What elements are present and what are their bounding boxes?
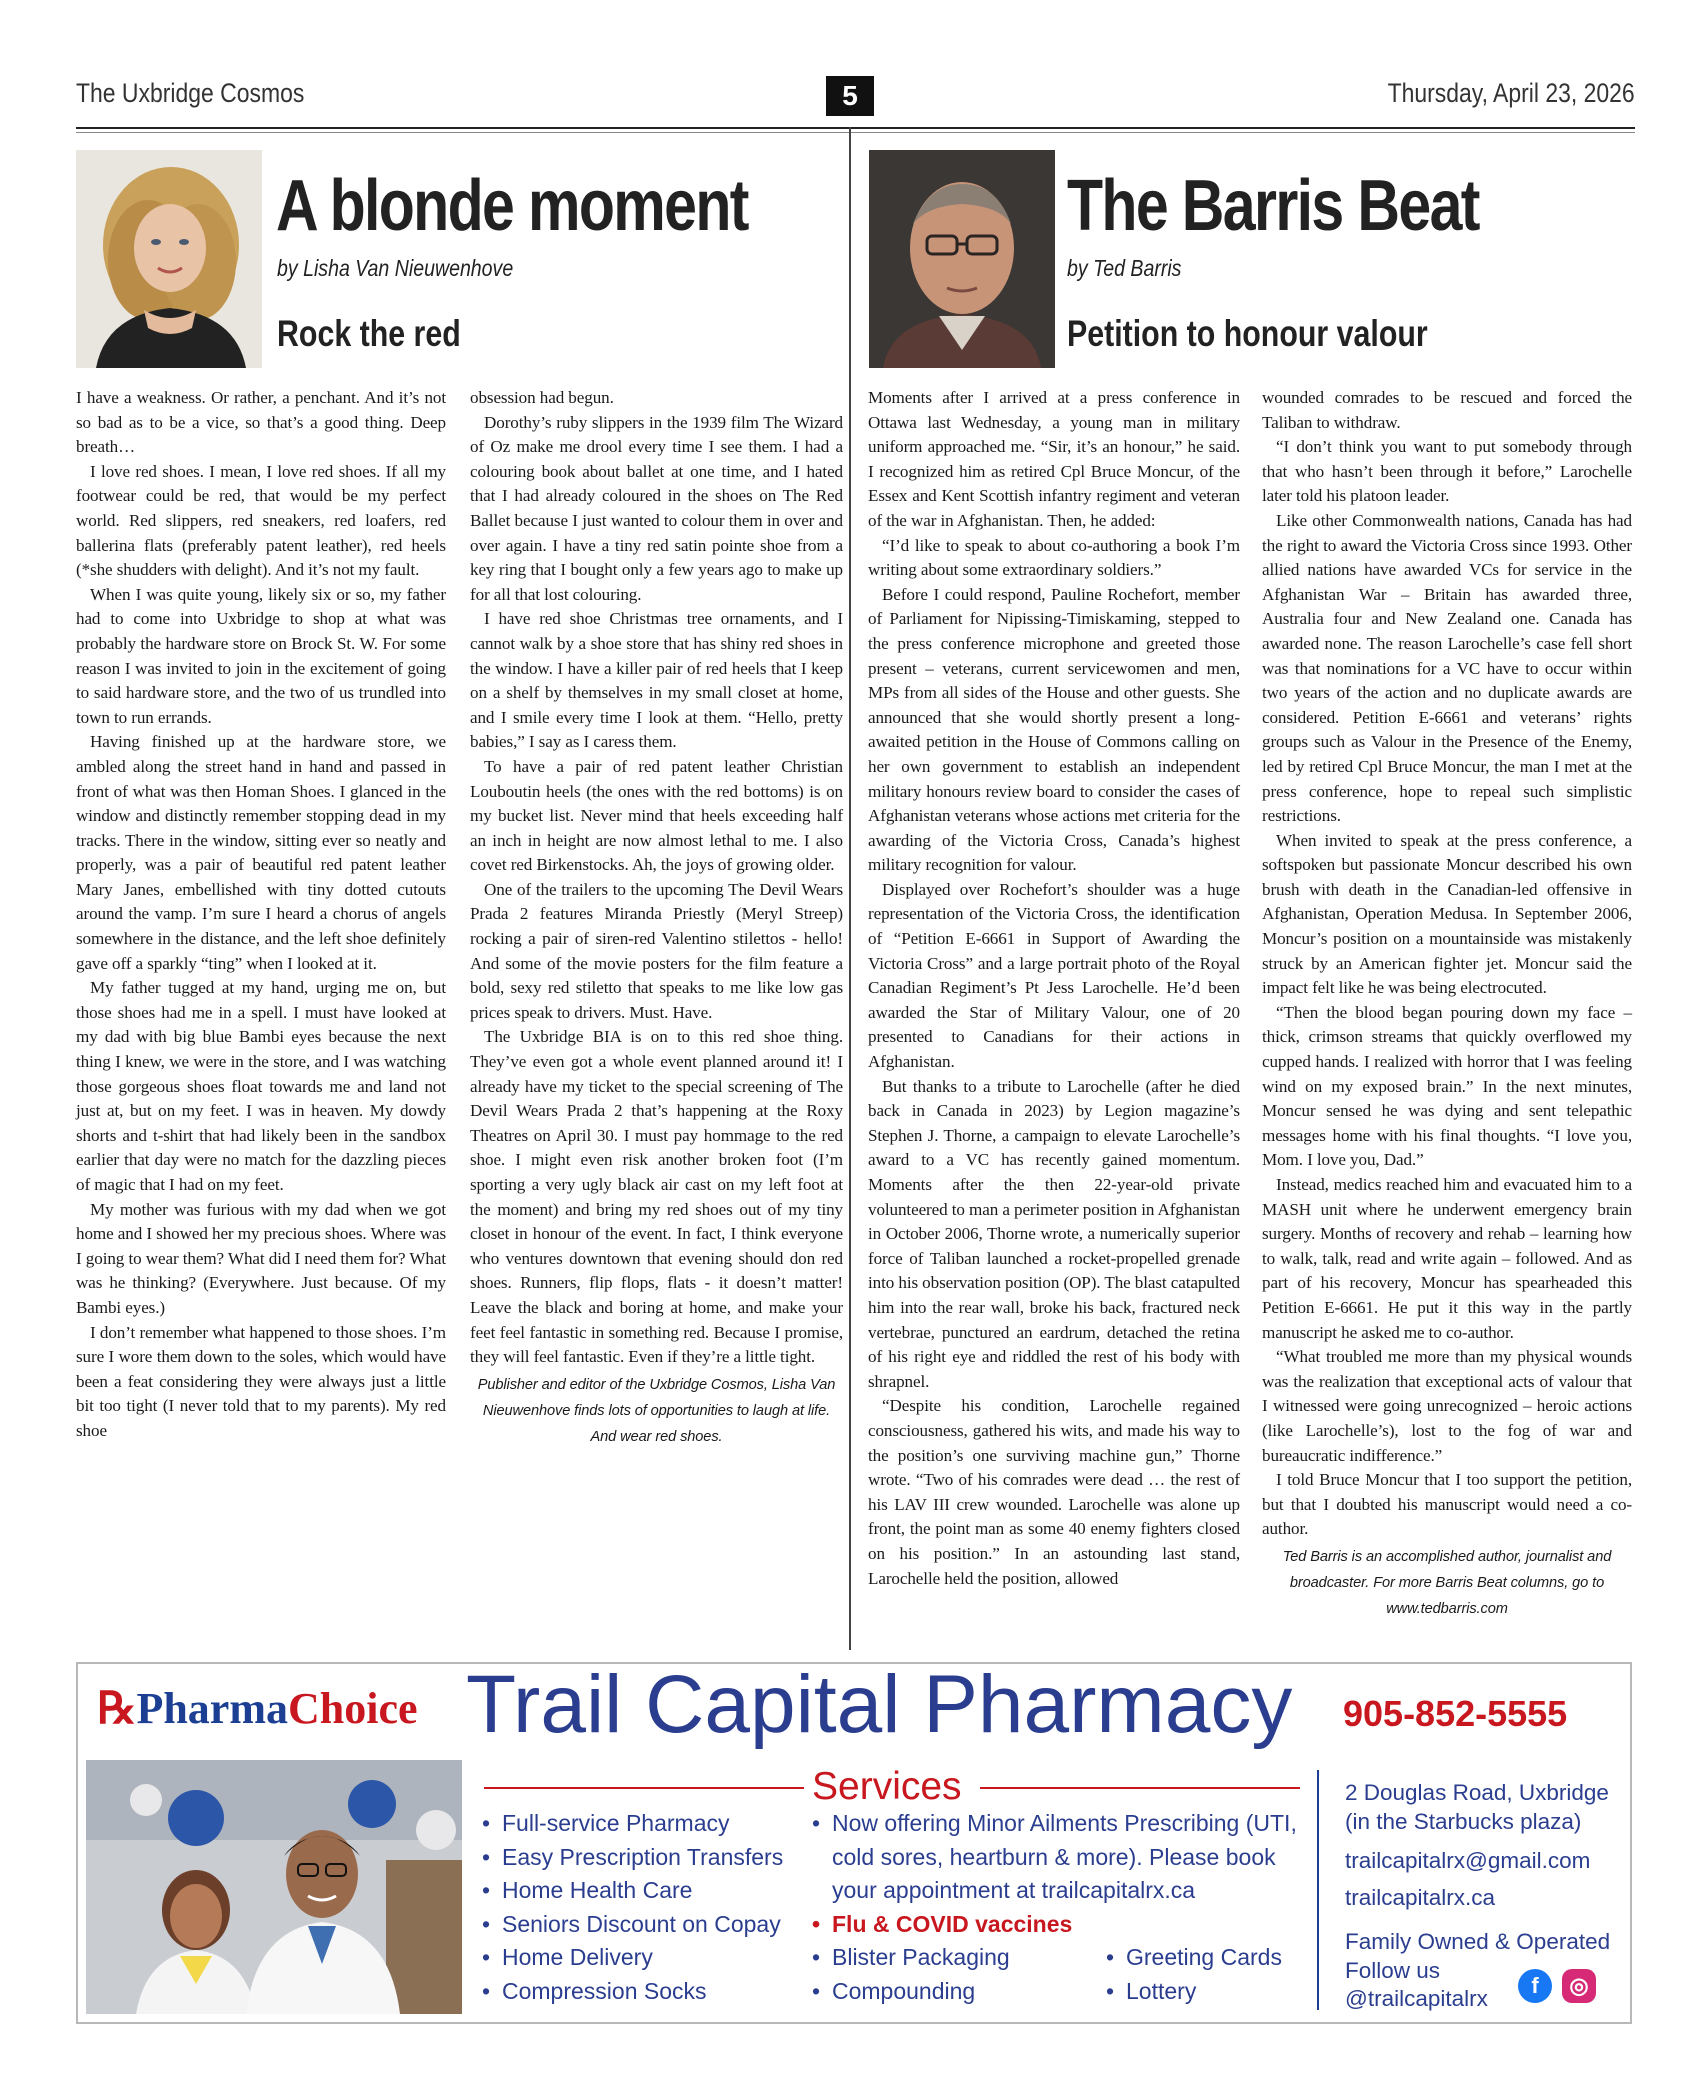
paragraph: Dorothy’s ruby slippers in the 1939 film The Wizard of Oz make me drool every time I see them. I had a colouring book about ballet at one time, and I hated that I had already coloured in the shoes on The Red Ballet because I just wanted to colour them in over and over again. I have a tiny red satin pointe shoe from a key ring that I bought only a few years ago to make up for all that lost colouring. [470,412,843,604]
pharmacy-name: Trail Capital Pharmacy [466,1659,1293,1750]
facebook-icon[interactable]: f [1518,1969,1552,2003]
author-bio-ted: Ted Barris is an accomplished author, journalist and broadcaster. For more Barris Beat columns, go to www.tedbarris.com [1282,1548,1612,1617]
paragraph: “I don’t think you want to put somebody through that who hasn’t been through it before,” Larochelle later told his platoon leader. [1262,437,1632,506]
column-title-blonde-moment: A blonde moment [276,166,748,246]
paper-name: The Uxbridge Cosmos [76,78,305,108]
left-article-column-2 [470,386,843,1450]
paragraph: One of the trailers to the upcoming The Devil Wears Prada 2 features Miranda Priestly (Meryl Streep) rocking a pair of siren-red Valentino stilettos - hello! And some of the movie posters for the film feature a bold, sexy red stiletto that speaks to me like low gas prices speak to drivers. Must. Have. [470,879,843,1022]
right-article-column-2 [1262,386,1632,1622]
pharmacists-photo [86,1760,462,2014]
left-article-column-1 [76,386,446,1444]
paragraph: Moments after I arrived at a press conference in Ottawa last Wednesday, a young man in military uniform approached me. “Sir, it’s an honour,” he said. I recognized him as retired Cpl Bruce Moncur, of the Essex and Kent Scottish infantry regiment and veteran of the war in Afghanistan. Then, he added: [868,388,1240,530]
follow-us-text: Follow us [1345,1958,1441,1983]
article-headline-rock-the-red: Rock the red [277,313,461,354]
right-article-column-1 [868,386,1240,1591]
pharmacy-phone[interactable]: 905-852-5555 [1343,1693,1568,1734]
paragraph: “Then the blood began pouring down my face – thick, crimson streams that quickly overflowed my cupped hands. I realized with horror that I was feeling wind on my exposed brain.” In the next minutes, Moncur sensed he was dying and sent telepathic messages home with his final thoughts. “I love you, Mom. I love you, Dad.” [1262,1002,1632,1170]
list-item: • Blister Packaging [812,1944,1010,1970]
paragraph: When I was quite young, likely six or so, my father had to come into Uxbridge to shop at what was probably the hardware store on Brock St. W. For some reason I was invited to join in the excitement of going to said hardware store, and the two of us trundled into town to run errands. [76,584,446,727]
list-item: • Home Health Care [482,1877,693,1903]
email-link[interactable]: trailcapitalrx@gmail.com [1345,1848,1591,1873]
family-owned-text: Family Owned & Operated [1345,1929,1611,1954]
author-photo-ted [869,150,1055,368]
paragraph: Having finished up at the hardware store, we ambled along the street hand in hand and passed in front of what was then Homan Shoes. I glanced in the window and distinctly remember stopping dead in my tracks. There in the window, sitting ever so neatly and properly, was a pair of beautiful red patent leather Mary Janes, embellished with tiny dotted cutouts around the vamp. I’m sure I heard a chorus of angels somewhere in the distance, and the left shoe definitely gave off a sparkly “ting” when I looked at it. [76,732,446,973]
list-item: • Compression Socks [482,1977,707,2004]
paragraph: “Despite his condition, Larochelle regained consciousness, gathered his wits, and made his way to the position’s one surviving machine gun,” Thorne wrote. “Two of his comrades were dead … the rest of his LAV III crew wounded. Larochelle was alone up front, the point man as some 40 enemy fighters closed on his position.” In an astounding last stand, Larochelle held the position, allowed [868,1396,1240,1588]
services-heading: Services [812,1765,962,1808]
paragraph: Instead, medics reached him and evacuated him to a MASH unit where he underwent emergency brain surgery. Months of recovery and rehab – learning how to walk, talk, read and write again – followed. And as part of his recovery, Moncur has spearheaded this Petition E-6661. He put it this way in the partly manuscript he asked me to co-author. [1262,1175,1632,1342]
paragraph: But thanks to a tribute to Larochelle (after he died back in Canada in 2023) by Legion magazine’s Stephen J. Thorne, a campaign to elevate Larochelle’s award to a VC has recently gained momentum. Moments after the then 22-year-old private volunteered to man a perimeter position in Afghanistan in October 2006, Thorne wrote, a numerically superior force of Taliban launched a rocket-propelled grenade into his observation position (OP). The blast catapulted him into the rear wall, broke his back, fractured neck vertebrae, punctured an eardrum, detached the retina of his right eye and riddled the rest of his body with shrapnel. [868,1076,1240,1391]
address-line-2: (in the Starbucks plaza) [1345,1809,1582,1834]
column-divider [849,127,851,1650]
list-item: • Lottery [1106,1977,1197,2004]
paragraph: Like other Commonwealth nations, Canada has had the right to award the Victoria Cross since 1993. Other allied nations have awarded VCs for service in the Afghanistan War – Britain has awarded three, Australia four and New Zealand one. Canada has awarded none. The reason Larochelle’s case fell short was that nominations for a VC have to occur within two years of the action and no duplicate awards are considered. Petition E-6661 and veterans’ rights groups such as Valour in the Presence of the Enemy, led by retired Cpl Bruce Moncur, the man I met at the press conference, hope to repeal such simplistic restrictions. [1262,510,1632,826]
author-photo-lisha [76,150,262,368]
address-line-1: 2 Douglas Road, Uxbridge [1345,1780,1609,1805]
paragraph: Displayed over Rochefort’s shoulder was a huge representation of the Victoria Cross, the identification of “Petition E-6661 in Support of Awarding the Victoria Cross” and a large portrait photo of the Royal Canadian Regiment’s Pt Jess Larochelle. He’d been awarded the Star of Military Valour, one of 20 presented to Canadians for their actions in Afghanistan. [868,879,1240,1072]
list-item: cold sores, heartburn & more). Please book [832,1843,1276,1870]
page-number: 5 [826,76,874,116]
paragraph: “I’d like to speak to about co-authoring a book I’m writing about some extraordinary soldiers.” [868,535,1240,580]
header-rule [76,127,1635,129]
article-headline-petition: Petition to honour valour [1067,313,1428,354]
paragraph: I have a weakness. Or rather, a penchant. And it’s not so bad as to be a vice, so that’s a good thing. Deep breath… [76,388,446,457]
list-item: • Home Delivery [482,1944,653,1970]
list-item: your appointment at trailcapitalrx.ca [832,1877,1196,1903]
paragraph: “What troubled me more than my physical wounds was the realization that exceptional acts of valour that I witnessed were going unrecognized – heroic actions (like Larochelle’s), lost to the fog of war and bureaucratic indifference.” [1262,1347,1632,1465]
instagram-icon[interactable]: ◎ [1562,1969,1596,2003]
paragraph: I don’t remember what happened to those shoes. I’m sure I wore them down to the soles, which would have been a feat considering they were always just a little bit too tight (I never told that to my parents). My red shoe [76,1322,446,1440]
paragraph: wounded comrades to be rescued and forced the Taliban to withdraw. [1262,388,1632,432]
services-list-right [1106,1941,1282,2008]
services-list-left [482,1807,783,2008]
paragraph: My mother was furious with my dad when we got home and I showed her my precious shoes. Where was I going to wear them? What did I need them for? What was he thinking? (Everywhere. Just because. Of my Bambi eyes.) [76,1199,446,1317]
paragraph: I told Bruce Moncur that I too support the petition, but that I doubted his manuscript would need a co-author. [1262,1470,1632,1539]
paragraph: obsession had begun. [470,388,614,407]
paragraph: My father tugged at my hand, urging me on, but those shoes had me in a spell. I must have looked at my dad with big blue Bambi eyes because the next thing I knew, we were in the store, and I was watching those gorgeous shoes float towards me and land not just at, but on my feet. I was in heaven. My dowdy shorts and t-shirt that had likely been in the sandbox earlier that day were no match for the dazzling pieces of magic that I had on my feet. [76,978,446,1194]
list-item: • Full-service Pharmacy [482,1810,730,1836]
list-item: • Now offering Minor Ailments Prescribing (UTI, [812,1810,1297,1836]
list-item: • Greeting Cards [1106,1944,1282,1970]
paragraph: The Uxbridge BIA is on to this red shoe thing. They’ve even got a whole event planned around it! I already have my ticket to the special screening of The Devil Wears Prada 2 that’s happening at the Roxy Theatres on April 30. I must pay hommage to the red shoe. I might even risk another broken foot (I’m sporting a very ugly black air cast on my left foot at the moment) and bring my red shoes out of my tiny closet in honour of the event. In fact, I think everyone who ventures downtown that evening should don red shoes. Runners, flip flops, flats - it doesn’t matter! Leave the black and boring at home, and make your feet feel fantastic in something red. Because I promise, they will feel fantastic. Even if they’re a little tight. [470,1027,843,1367]
header-rule-thin [76,132,1635,133]
paragraph: I have red shoe Christmas tree ornaments, and I cannot walk by a shoe store that has shiny red shoes in the window. I have a killer pair of red heels that I keep on a shelf by themselves in my small closet at home, and I smile every time I look at them. “Hello, pretty babies,” I say as I caress them. [470,609,843,752]
paragraph: Before I could respond, Pauline Rochefort, member of Parliament for Nipissing-Timiskaming, stepped to the press conference microphone and greeted those present – veterans, current servicewomen and men, MPs from all sides of the House and other guests. She announced that she would shortly present a long-awaited petition in the House of Commons calling on her own government to establish an independent military honours review board to consider the cases of Afghanistan veterans whose actions met criteria for the awarding of the Victoria Cross, Canada’s highest military recognition for valour. [868,584,1240,875]
byline-lisha: by Lisha Van Nieuwenhove [277,255,514,281]
pharmachoice-logo [97,1683,418,1734]
paragraph: I love red shoes. I mean, I love red shoes. If all my footwear could be red, that would be my perfect world. Red slippers, red sneakers, red loafers, red ballerina flats (preferably patent leather), red heels (*she shudders with delight). And it’s not my fault. [76,461,446,580]
paragraph: To have a pair of red patent leather Christian Louboutin heels (the ones with the red bottoms) is on my bucket list. Never mind that heels exceeding half an inch in height are now almost lethal to me. I also covet red Birkenstocks. Ah, the joys of growing older. [470,756,843,875]
list-item: • Seniors Discount on Copay [482,1910,781,1937]
services-divider-right [980,1787,1300,1789]
list-item: • Easy Prescription Transfers [482,1843,784,1870]
list-item: • Compounding [812,1977,976,2004]
issue-date: Thursday, April 23, 2026 [1387,78,1635,108]
column-title-barris-beat: The Barris Beat [1067,166,1479,246]
author-bio-lisha: Publisher and editor of the Uxbridge Cosmos, Lisha Van Nieuwenhove finds lots of opportunities to laugh at life. And wear red shoes. [477,1376,836,1445]
paragraph: When invited to speak at the press conference, a softspoken but passionate Moncur described his own brush with death in the Canadian-led offensive in Afghanistan, Operation Medusa. In September 2006, Moncur’s position on a mountainside was mistakenly struck by an American fighter jet. Moncur said the impact felt like he was being electrocuted. [1262,830,1632,998]
services-divider-left [484,1787,804,1789]
logo-pharma-text: Pharma [136,1684,288,1733]
logo-choice-text: Choice [287,1684,418,1733]
byline-ted: by Ted Barris [1067,255,1182,281]
social-handle[interactable]: @trailcapitalrx [1345,1986,1488,2011]
list-item-highlight: • Flu & COVID vaccines [812,1910,1073,1937]
website-link[interactable]: trailcapitalrx.ca [1345,1885,1496,1910]
rx-symbol: ℞ [97,1684,137,1733]
contact-divider [1317,1770,1319,2010]
